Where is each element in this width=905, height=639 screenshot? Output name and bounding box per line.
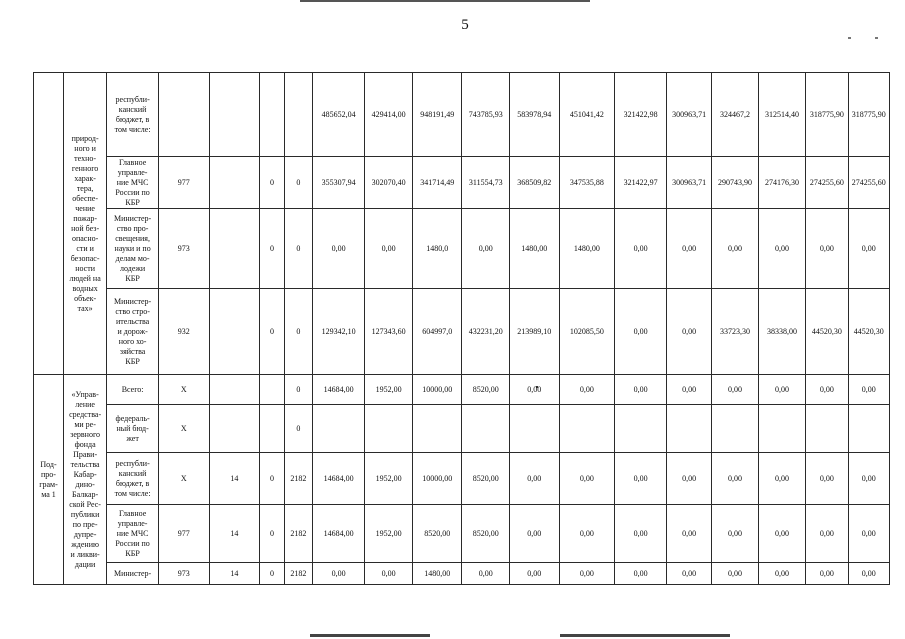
- subsection-code: [260, 73, 285, 157]
- amount-cell: 368509,82: [509, 157, 559, 209]
- subsection-code: 0: [260, 289, 285, 375]
- amount-cell: 0,00: [509, 563, 559, 585]
- grbs-code: 977: [158, 157, 209, 209]
- amount-cell: 0,00: [848, 563, 889, 585]
- amount-cell: 8520,00: [462, 375, 509, 405]
- table-row: [34, 157, 890, 209]
- amount-cell: 485652,04: [312, 73, 365, 157]
- amount-cell: 0,00: [559, 375, 615, 405]
- target-code: [284, 73, 312, 157]
- table-row: [34, 289, 890, 375]
- section-code: 14: [209, 563, 260, 585]
- event-description: природ- ного и техно- генного харак- тера, обеспе- чение пожар- ной без- опасно- сти и безопас- ности людей на водных объек- тах»: [63, 73, 106, 375]
- amount-cell: 1952,00: [365, 375, 412, 405]
- grbs-code: 932: [158, 289, 209, 375]
- amount-cell: 300963,71: [666, 73, 711, 157]
- amount-cell: [509, 405, 559, 453]
- amount-cell: 1480,00: [509, 209, 559, 289]
- amount-cell: 0,00: [806, 563, 848, 585]
- amount-cell: 0,00: [758, 453, 805, 505]
- amount-cell: 0,00: [615, 563, 667, 585]
- amount-cell: 0,00: [758, 375, 805, 405]
- subsection-code: 0: [260, 563, 285, 585]
- subsection-code: 0: [260, 157, 285, 209]
- amount-cell: 318775,90: [806, 73, 848, 157]
- program-label: Под- про- грам- ма 1: [34, 375, 64, 585]
- section-code: 14: [209, 453, 260, 505]
- grbs-code: 973: [158, 209, 209, 289]
- amount-cell: 0,00: [758, 563, 805, 585]
- bottom-scan-rule: [310, 634, 430, 637]
- table-row: [34, 453, 890, 505]
- amount-cell: 312514,40: [758, 73, 805, 157]
- funding-source-name: республи- канский бюджет, в том числе:: [107, 73, 159, 157]
- program-label-cell-empty: [34, 73, 64, 375]
- amount-cell: 274255,60: [848, 157, 889, 209]
- scan-speck: [875, 37, 878, 39]
- amount-cell: 0,00: [712, 563, 758, 585]
- amount-cell: 0,00: [666, 375, 711, 405]
- section-code: [209, 405, 260, 453]
- amount-cell: 0,00: [712, 505, 758, 563]
- table-row: [34, 563, 890, 585]
- section-code: [209, 375, 260, 405]
- table-row: [34, 505, 890, 563]
- funding-source-name: Всего:: [107, 375, 159, 405]
- grbs-code: 973: [158, 563, 209, 585]
- scan-speck: [848, 37, 851, 39]
- amount-cell: 302070,40: [365, 157, 412, 209]
- amount-cell: 0,00: [806, 209, 848, 289]
- amount-cell: 1480,00: [559, 209, 615, 289]
- target-code: 0: [284, 375, 312, 405]
- amount-cell: [312, 405, 365, 453]
- amount-cell: 0,00: [666, 563, 711, 585]
- amount-cell: [462, 405, 509, 453]
- target-code: 0: [284, 209, 312, 289]
- table-row: [34, 73, 890, 157]
- section-code: [209, 209, 260, 289]
- amount-cell: 743785,93: [462, 73, 509, 157]
- amount-cell: [666, 405, 711, 453]
- amount-cell: 213989,10: [509, 289, 559, 375]
- amount-cell: 0,00: [615, 209, 667, 289]
- subsection-code: 0: [260, 505, 285, 563]
- grbs-code: Х: [158, 375, 209, 405]
- grbs-code: Х: [158, 405, 209, 453]
- target-code: 2182: [284, 563, 312, 585]
- amount-cell: 0,00: [559, 505, 615, 563]
- amount-cell: 429414,00: [365, 73, 412, 157]
- amount-cell: 0,00: [559, 563, 615, 585]
- amount-cell: 0,00: [462, 209, 509, 289]
- funding-source-name: Министер- ство про- свещения, науки и по делам мо- лодежи КБР: [107, 209, 159, 289]
- amount-cell: 127343,60: [365, 289, 412, 375]
- amount-cell: 274255,60: [806, 157, 848, 209]
- amount-cell: 0,00: [806, 375, 848, 405]
- amount-cell: 948191,49: [412, 73, 462, 157]
- amount-cell: 1952,00: [365, 453, 412, 505]
- amount-cell: 300963,71: [666, 157, 711, 209]
- amount-cell: 0,00: [509, 505, 559, 563]
- amount-cell: 0,00: [312, 209, 365, 289]
- amount-cell: 451041,42: [559, 73, 615, 157]
- amount-cell: 0,00: [712, 453, 758, 505]
- funding-source-name: Министер- ство стро- ительства и дорож- ного хо- зяйства КБР: [107, 289, 159, 375]
- amount-cell: 0,00: [615, 505, 667, 563]
- amount-cell: 0,00: [365, 563, 412, 585]
- amount-cell: [615, 405, 667, 453]
- amount-cell: [365, 405, 412, 453]
- funding-source-name: Министер-: [107, 563, 159, 585]
- amount-cell: 0,00: [758, 209, 805, 289]
- amount-cell: 0,00: [712, 209, 758, 289]
- table-row: [34, 209, 890, 289]
- funding-source-name: республи- канский бюджет, в том числе:: [107, 453, 159, 505]
- event-description: «Управ- ление средства- ми ре- зервного фонда Прави- тельства Кабар- дино- Балкар- ской Рес- публики по пре- дупре- ждению и ликви- дации: [63, 375, 106, 585]
- subsection-code: 0: [260, 453, 285, 505]
- amount-cell: 33723,30: [712, 289, 758, 375]
- amount-cell: [412, 405, 462, 453]
- amount-cell: 14684,00: [312, 453, 365, 505]
- amount-cell: 0,00: [712, 375, 758, 405]
- amount-cell: 583978,94: [509, 73, 559, 157]
- page-number: 5: [461, 17, 469, 33]
- amount-cell: 1480,0: [412, 209, 462, 289]
- section-code: [209, 289, 260, 375]
- amount-cell: 0,00: [462, 563, 509, 585]
- amount-cell: 321422,98: [615, 73, 667, 157]
- amount-cell: 0,00: [666, 209, 711, 289]
- amount-cell: 14684,00: [312, 375, 365, 405]
- amount-cell: 0,00: [615, 375, 667, 405]
- amount-cell: 8520,00: [412, 505, 462, 563]
- budget-table: [33, 72, 890, 585]
- section-code: [209, 157, 260, 209]
- amount-cell: [712, 405, 758, 453]
- funding-source-name: Главное управле- ние МЧС России по КБР: [107, 157, 159, 209]
- section-code: 14: [209, 505, 260, 563]
- amount-cell: 604997,0: [412, 289, 462, 375]
- amount-cell: 0,00: [615, 289, 667, 375]
- amount-cell: 8520,00: [462, 453, 509, 505]
- amount-cell: 44520,30: [848, 289, 889, 375]
- amount-cell: 0,00: [806, 453, 848, 505]
- target-code: 2182: [284, 505, 312, 563]
- funding-source-name: федераль- ный бюд- жет: [107, 405, 159, 453]
- funding-source-name: Главное управле- ние МЧС России по КБР: [107, 505, 159, 563]
- amount-cell: 274176,30: [758, 157, 805, 209]
- amount-cell: 38338,00: [758, 289, 805, 375]
- amount-cell: 432231,20: [462, 289, 509, 375]
- amount-cell: 0,00: [559, 453, 615, 505]
- amount-cell: 8520,00: [462, 505, 509, 563]
- target-code: 2182: [284, 453, 312, 505]
- amount-cell: 0,00: [848, 375, 889, 405]
- amount-cell: 290743,90: [712, 157, 758, 209]
- amount-cell: 0,00: [509, 453, 559, 505]
- amount-cell: [758, 405, 805, 453]
- amount-cell: 129342,10: [312, 289, 365, 375]
- amount-cell: 321422,97: [615, 157, 667, 209]
- subsection-code: [260, 405, 285, 453]
- target-code: 0: [284, 405, 312, 453]
- amount-cell: 10000,00: [412, 453, 462, 505]
- subsection-code: [260, 375, 285, 405]
- amount-cell: 0,00: [365, 209, 412, 289]
- top-scan-rule: [300, 0, 590, 2]
- grbs-code: Х: [158, 453, 209, 505]
- amount-cell: 14684,00: [312, 505, 365, 563]
- amount-cell: 0,00: [848, 505, 889, 563]
- amount-cell: 0,00: [666, 453, 711, 505]
- section-code: [209, 73, 260, 157]
- subsection-code: 0: [260, 209, 285, 289]
- amount-cell: 0,00: [666, 505, 711, 563]
- amount-cell: [806, 405, 848, 453]
- grbs-code: 977: [158, 505, 209, 563]
- amount-cell: 355307,94: [312, 157, 365, 209]
- target-code: 0: [284, 289, 312, 375]
- amount-cell: 341714,49: [412, 157, 462, 209]
- amount-cell: 0,00: [312, 563, 365, 585]
- bottom-scan-rule: [560, 634, 730, 637]
- amount-cell: 1952,00: [365, 505, 412, 563]
- amount-cell: 0,00: [806, 505, 848, 563]
- amount-cell: [848, 405, 889, 453]
- amount-cell: 311554,73: [462, 157, 509, 209]
- table-row: [34, 375, 890, 405]
- target-code: 0: [284, 157, 312, 209]
- amount-cell: 1480,00: [412, 563, 462, 585]
- amount-cell: 102085,50: [559, 289, 615, 375]
- amount-cell: 44520,30: [806, 289, 848, 375]
- amount-cell: 0,00: [848, 209, 889, 289]
- amount-cell: 10000,00: [412, 375, 462, 405]
- grbs-code: [158, 73, 209, 157]
- amount-cell: 347535,88: [559, 157, 615, 209]
- amount-cell: 0,00: [848, 453, 889, 505]
- amount-cell: 0,00: [615, 453, 667, 505]
- amount-cell: 318775,90: [848, 73, 889, 157]
- amount-cell: 0,00: [666, 289, 711, 375]
- amount-cell: [559, 405, 615, 453]
- amount-cell: 0,00: [758, 505, 805, 563]
- amount-cell: 0,00: [509, 375, 559, 405]
- amount-cell: 324467,2: [712, 73, 758, 157]
- table-row: [34, 405, 890, 453]
